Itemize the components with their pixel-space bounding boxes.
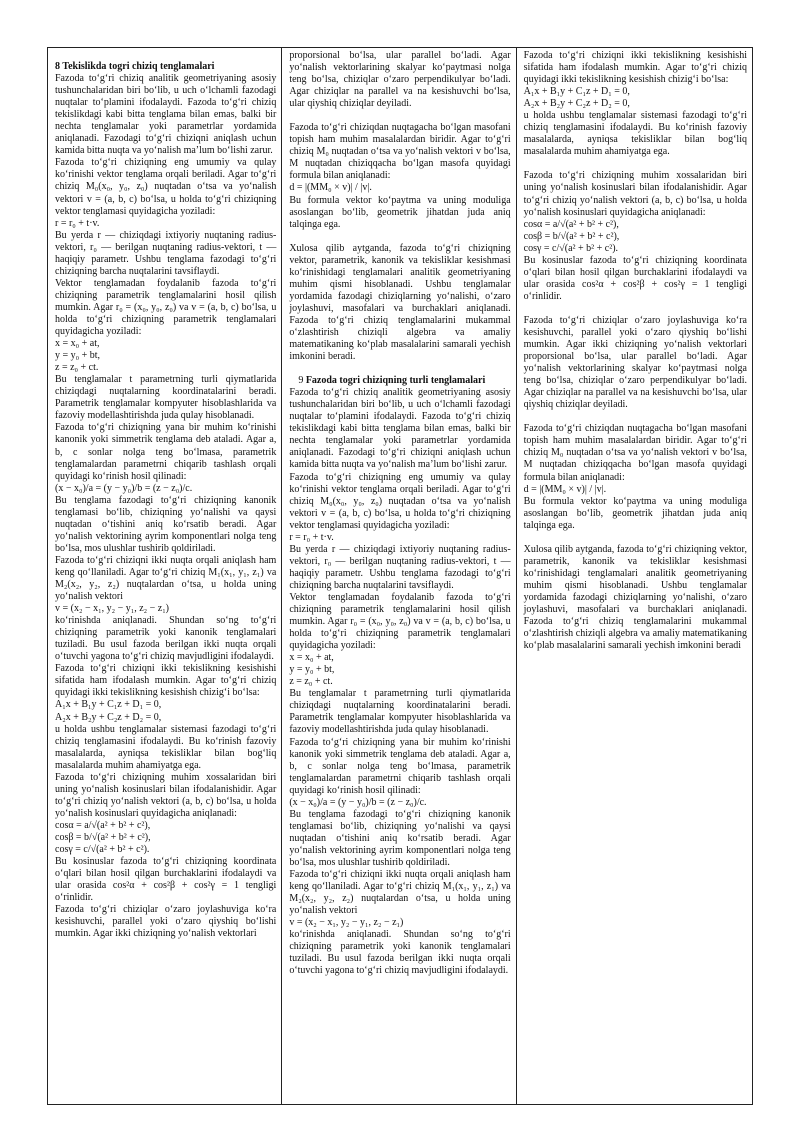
paragraph: Fazoda to‘g‘ri chiziq analitik geometriyaning asosiy tushunchalaridan biri bo‘lib, u uch o‘lchamli fazodagi nuqtalar to‘plamini ifodalaydi. Fazoda to‘g‘ri chiziq tekislikdagi kabi bitta tenglama bilan emas, balki bir nechta tenglamalar yoki parametrlar yordamida aniqlanadi. Fazodagi to‘g‘ri chiziqni aniqlash uchun kamida bitta nuqta va yo‘nalish ma’lum bo‘lishi zarur. bbox=[55, 73, 277, 157]
paragraph: Bu tenglamalar t parametrning turli qiymatlarida chiziqdagi nuqtalarning koordinatalarini beradi. Parametrik tenglamalar kompyuter hisoblashlarida va fazoviy modellashtirishda juda qulay hisoblanadi. bbox=[289, 688, 511, 736]
paragraph: Bu yerda r — chiziqdagi ixtiyoriy nuqtaning radius-vektori, r₀ — berilgan nuqtaning radius-vektori, t — haqiqiy parametr. Ushbu tenglama fazodagi to‘g‘ri chiziqning barcha nuqtalarini tavsiflaydi. bbox=[289, 543, 511, 591]
paragraph: Vektor tenglamadan foydalanib fazoda to‘g‘ri chiziqning parametrik tenglamalarini hosil qilish mumkin. Agar r₀ = (x₀, y₀, z₀) va v = (a, b, c) bo‘lsa, u holda to‘g‘ri chiziqning parametrik tenglamalari quyidagicha yoziladi: bbox=[289, 591, 511, 652]
paragraph: Bu kosinuslar fazoda to‘g‘ri chiziqning koordinata o‘qlari bilan hosil qilgan burchaklarini ifodalaydi va ular orasida cos²α + cos²β + cos²γ = 1 tengligi o‘rinlidir. bbox=[55, 856, 277, 904]
paragraph: u holda ushbu tenglamalar sistemasi fazodagi to‘g‘ri chiziq tenglamasini ifodalaydi. Bu ko‘rinish fazoviy masalalarda, ayniqsa tekisliklar bilan bog‘liq masalalarda muhim ahamiyatga ega. bbox=[523, 110, 747, 158]
formula: x = x₀ + at, bbox=[55, 338, 100, 350]
formula: v = (x₂ − x₁, y₂ − y₁, z₂ − z₁) bbox=[55, 603, 170, 615]
section-title: Fazoda togri chiziqning turli tenglamalari bbox=[305, 375, 486, 387]
paragraph: Fazoda to‘g‘ri chiziqning yana bir muhim ko‘rinishi kanonik yoki simmetrik tenglama deb ataladi. Agar a, b, c sonlar nolga teng bo‘lmasa, parametrik tenglamalardan parametrni chiqarib tashlash orqali quyidagi ko‘rinish hosil qilinadi: bbox=[55, 422, 277, 482]
formula: cosα = a/√(a² + b² + c²), bbox=[523, 218, 619, 230]
paragraph: ko‘rinishda aniqlanadi. Shundan so‘ng to‘g‘ri chiziqning parametrik yoki kanonik tenglamalari tuziladi. Bu usul fazoda berilgan ikki nuqta orqali o‘tuvchi yagona to‘g‘ri chiziq mavjudligini ifodalaydi. bbox=[289, 929, 511, 977]
formula: r = r₀ + t·v. bbox=[289, 531, 334, 543]
formula: A₂x + B₂y + C₂z + D₂ = 0, bbox=[523, 98, 630, 110]
formula: d = |(MM₀ × v)| / |v|. bbox=[289, 182, 372, 194]
text-column-left bbox=[48, 48, 282, 1104]
paragraph: Vektor tenglamadan foydalanib fazoda to‘g‘ri chiziqning parametrik tenglamalarini hosil qilish mumkin. Agar r₀ = (x₀, y₀, z₀) va v = (a, b, c) bo‘lsa, u holda to‘g‘ri chiziqning parametrik tenglamalari quyidagicha yoziladi: bbox=[55, 277, 277, 338]
formula: r = r₀ + t·v. bbox=[55, 217, 100, 229]
document-page bbox=[47, 47, 753, 1105]
paragraph: u holda ushbu tenglamalar sistemasi fazodagi to‘g‘ri chiziq tenglamasini ifodalaydi. Bu ko‘rinish fazoviy masalalarda, ayniqsa tekisliklar bilan bog‘liq masalalarda muhim ahamiyatga ega. bbox=[55, 723, 277, 771]
paragraph: Fazoda to‘g‘ri chiziqni ikki nuqta orqali aniqlash ham keng qo‘llaniladi. Agar to‘g‘ri chiziq M₁(x₁, y₁, z₁) va M₂(x₂, y₂, z₂) nuqtalardan o‘tsa, u holda uning yo‘nalish vektori bbox=[55, 554, 277, 603]
formula: z = z₀ + ct. bbox=[289, 676, 333, 688]
formula: cosα = a/√(a² + b² + c²), bbox=[55, 819, 151, 831]
paragraph: Fazoda to‘g‘ri chiziqni ikki nuqta orqali aniqlash ham keng qo‘llaniladi. Agar to‘g‘ri chiziq M₁(x₁, y₁, z₁) va M₂(x₂, y₂, z₂) nuqtalardan o‘tsa, u holda uning yo‘nalish vektori bbox=[289, 869, 511, 917]
paragraph: Fazoda to‘g‘ri chiziqning eng umumiy va qulay ko‘rinishi vektor tenglama orqali beriladi. Agar to‘g‘ri chiziq M₀(x₀, y₀, z₀) nuqtadan o‘tsa va yo‘nalish vektori v = (a, b, c) bo‘lsa, u holda to‘g‘ri chiziqning vektor tenglamasi quyidagicha yoziladi: bbox=[55, 157, 277, 217]
paragraph: proporsional bo‘lsa, ular parallel bo‘ladi. Agar yo‘nalish vektorlarining skalyar ko‘paytmasi nolga teng bo‘lsa, chiziqlar o‘zaro perpendikulyar bo‘ladi. Agar chiziqlar na parallel va na kesishuvchi bo‘lsa, ular qiyshiq chiziqlar deyiladi. bbox=[289, 50, 511, 110]
paragraph: Fazoda to‘g‘ri chiziqdan nuqtagacha bo‘lgan masofani topish ham muhim masalalardan biridir. Agar to‘g‘ri chiziq M₀ nuqtadan o‘tsa va yo‘nalish vektori v bo‘lsa, M nuqtadan chiziqqacha bo‘lgan masofa quyidagi formula bilan aniqlanadi: bbox=[289, 122, 511, 182]
text-column-right bbox=[517, 48, 752, 1104]
paragraph: Bu formula vektor ko‘paytma va uning moduliga asoslangan bo‘lib, geometrik jihatdan juda aniq talqinga ega. bbox=[523, 495, 747, 531]
paragraph: ko‘rinishda aniqlanadi. Shundan so‘ng to‘g‘ri chiziqning parametrik yoki kanonik tenglamalari tuziladi. Bu usul fazoda berilgan ikki nuqta orqali o‘tuvchi yagona to‘g‘ri chiziq mavjudligini ifodalaydi. bbox=[55, 615, 277, 663]
formula: cosβ = b/√(a² + b² + c²), bbox=[523, 230, 620, 242]
paragraph: Bu formula vektor ko‘paytma va uning moduliga asoslangan bo‘lib, geometrik jihatdan juda aniq talqinga ega. bbox=[289, 194, 511, 230]
section-number: 9 bbox=[298, 375, 304, 387]
paragraph: Xulosa qilib aytganda, fazoda to‘g‘ri chiziqning vektor, parametrik, kanonik va tekisliklar kesishmasi ko‘rinishidagi tenglamalari analitik geometriyaning muhim qismi hisoblanadi. Ushbu tenglamalar yordamida fazodagi chiziqlarning yo‘nalishi, o‘zaro joylashuvi, masofalari va burchaklari aniqlanadi. Fazoda to‘g‘ri chiziq tenglamalarini mukammal o‘zlashtirish chiziqli algebra va amaliy matematikaning ko‘plab masalalarini samarali yechish imkonini beradi. bbox=[289, 242, 511, 363]
paragraph: Fazoda to‘g‘ri chiziqning eng umumiy va qulay ko‘rinishi vektor tenglama orqali beriladi. Agar to‘g‘ri chiziq M₀(x₀, y₀, z₀) nuqtadan o‘tsa va yo‘nalish vektori v = (a, b, c) bo‘lsa, u holda to‘g‘ri chiziqning vektor tenglamasi quyidagicha yoziladi: bbox=[289, 471, 511, 531]
paragraph: Fazoda to‘g‘ri chiziqdan nuqtagacha bo‘lgan masofani topish ham muhim masalalardan biridir. Agar to‘g‘ri chiziq M₀ nuqtadan o‘tsa va yo‘nalish vektori v bo‘lsa, M nuqtadan chiziqqacha bo‘lgan masofa quyidagi formula bilan aniqlanadi: bbox=[523, 423, 747, 483]
formula: cosβ = b/√(a² + b² + c²), bbox=[55, 832, 151, 843]
paragraph: Bu tenglamalar t parametrning turli qiymatlarida chiziqdagi nuqtalarning koordinatalarini beradi. Parametrik tenglamalar kompyuter hisoblashlarida va fazoviy modellashtirishda juda qulay hisoblanadi. bbox=[55, 374, 277, 422]
paragraph: Fazoda to‘g‘ri chiziqning muhim xossalaridan biri uning yo‘nalish kosinuslari bilan ifodalanishidir. Agar to‘g‘ri chiziq yo‘nalish vektori (a, b, c) bo‘lsa, u holda yo‘nalish kosinuslari quyidagicha aniqlanadi: bbox=[55, 771, 277, 819]
formula: A₂x + B₂y + C₂z + D₂ = 0, bbox=[55, 711, 162, 723]
paragraph: Fazoda to‘g‘ri chiziqlar o‘zaro joylashuviga ko‘ra kesishuvchi, parallel yoki o‘zaro qiyshiq bo‘lishi mumkin. Agar ikki chiziqning yo‘nalish vektorlari bbox=[55, 904, 277, 940]
paragraph: Fazoda to‘g‘ri chiziqning muhim xossalaridan biri uning yo‘nalish kosinuslari bilan ifodalanishidir. Agar to‘g‘ri chiziq yo‘nalish vektori (a, b, c) bo‘lsa, u holda yo‘nalish kosinuslari quyidagicha aniqlanadi: bbox=[523, 170, 747, 218]
formula: x = x₀ + at, bbox=[289, 652, 334, 664]
paragraph: Fazoda to‘g‘ri chiziqlar o‘zaro joylashuviga ko‘ra kesishuvchi, parallel yoki o‘zaro qiyshiq bo‘lishi mumkin. Agar ikki chiziqning yo‘nalish vektorlari proporsional bo‘lsa, ular parallel bo‘ladi. Agar yo‘nalish vektorlarining skalyar ko‘paytmasi nolga teng bo‘lsa, chiziqlar o‘zaro perpendikulyar bo‘ladi. Agar chiziqlar na parallel va na kesishuvchi bo‘lsa, ular qiyshiq chiziqlar deyiladi. bbox=[523, 314, 747, 411]
formula: cosγ = c/√(a² + b² + c²). bbox=[523, 242, 619, 254]
paragraph: Bu tenglama fazodagi to‘g‘ri chiziqning kanonik tenglamasi bo‘lib, chiziqning yo‘nalishi va qaysi nuqtadan o‘tishini aniq ko‘rsatib beradi. Agar yo‘nalish vektorining ayrim komponentlari nolga teng bo‘lsa, mos ulushlar tushirib qoldiriladi. bbox=[289, 808, 511, 868]
paragraph: Fazoda to‘g‘ri chiziqni ikki tekislikning kesishishi sifatida ham ifodalash mumkin. Agar to‘g‘ri chiziq quyidagi ikki tekislikning kesishish chizig‘i bo‘lsa: bbox=[523, 50, 747, 86]
text-column-middle bbox=[282, 48, 516, 1104]
formula: A₁x + B₁y + C₁z + D₁ = 0, bbox=[55, 699, 162, 711]
paragraph: Bu yerda r — chiziqdagi ixtiyoriy nuqtaning radius-vektori, r₀ — berilgan nuqtaning radius-vektori, t — haqiqiy parametr. Ushbu tenglama fazodagi to‘g‘ri chiziqning barcha nuqtalarini tavsiflaydi. bbox=[55, 229, 277, 277]
formula: y = y₀ + bt, bbox=[289, 664, 335, 676]
paragraph: Bu kosinuslar fazoda to‘g‘ri chiziqning koordinata o‘qlari bilan hosil qilgan burchaklarini ifodalaydi va ular orasida cos²α + cos²β + cos²γ = 1 tengligi o‘rinlidir. bbox=[523, 254, 747, 302]
formula: (x − x₀)/a = (y − y₀)/b = (z − z₀)/c. bbox=[55, 482, 193, 494]
section-heading bbox=[289, 375, 510, 387]
paragraph: Xulosa qilib aytganda, fazoda to‘g‘ri chiziqning vektor, parametrik, kanonik va tekisliklar kesishmasi ko‘rinishidagi tenglamalari analitik geometriyaning muhim qismi hisoblanadi. Ushbu tenglamalar yordamida fazodagi chiziqlarning yo‘nalishi, o‘zaro joylashuvi, masofalari va burchaklari aniqlanadi. Fazoda to‘g‘ri chiziq tenglamalarini mukammal o‘zlashtirish chiziqli algebra va amaliy matematikaning ko‘plab masalalarini samarali yechish imkonini beradi bbox=[523, 543, 747, 652]
paragraph: Bu tenglama fazodagi to‘g‘ri chiziqning kanonik tenglamasi bo‘lib, chiziqning yo‘nalishi va qaysi nuqtadan o‘tishini aniq ko‘rsatib beradi. Agar yo‘nalish vektorining ayrim komponentlari nolga teng bo‘lsa, mos ulushlar tushirib qoldiriladi. bbox=[55, 494, 277, 554]
formula: v = (x₂ − x₁, y₂ − y₁, z₂ − z₁) bbox=[289, 917, 404, 929]
section-heading: 8 Tekislikda togri chiziq tenglamalari bbox=[55, 61, 215, 72]
formula: z = z₀ + ct. bbox=[55, 362, 99, 374]
formula: d = |(MM₀ × v)| / |v|. bbox=[523, 483, 607, 495]
formula: cosγ = c/√(a² + b² + c²). bbox=[55, 844, 150, 856]
paragraph: Fazoda to‘g‘ri chiziqning yana bir muhim ko‘rinishi kanonik yoki simmetrik tenglama deb ataladi. Agar a, b, c sonlar nolga teng bo‘lmasa, parametrik tenglamalardan parametrni chiqarib tashlash orqali quyidagi ko‘rinish hosil qilinadi: bbox=[289, 736, 511, 796]
paragraph: Fazoda to‘g‘ri chiziqni ikki tekislikning kesishishi sifatida ham ifodalash mumkin. Agar to‘g‘ri chiziq quyidagi ikki tekislikning kesishish chizig‘i bo‘lsa: bbox=[55, 663, 277, 699]
paragraph: Fazoda to‘g‘ri chiziq analitik geometriyaning asosiy tushunchalaridan biri bo‘lib, u uch o‘lchamli fazodagi nuqtalar to‘plamini ifodalaydi. Fazoda to‘g‘ri chiziq tekislikdagi kabi bitta tenglama bilan emas, balki bir nechta tenglamalar yoki parametrlar yordamida aniqlanadi. Fazodagi to‘g‘ri chiziqni aniqlash uchun kamida bitta nuqta va yo‘nalish ma’lum bo‘lishi zarur. bbox=[289, 387, 511, 471]
formula: y = y₀ + bt, bbox=[55, 350, 101, 362]
formula: (x − x₀)/a = (y − y₀)/b = (z − z₀)/c. bbox=[289, 796, 427, 808]
formula: A₁x + B₁y + C₁z + D₁ = 0, bbox=[523, 86, 630, 98]
